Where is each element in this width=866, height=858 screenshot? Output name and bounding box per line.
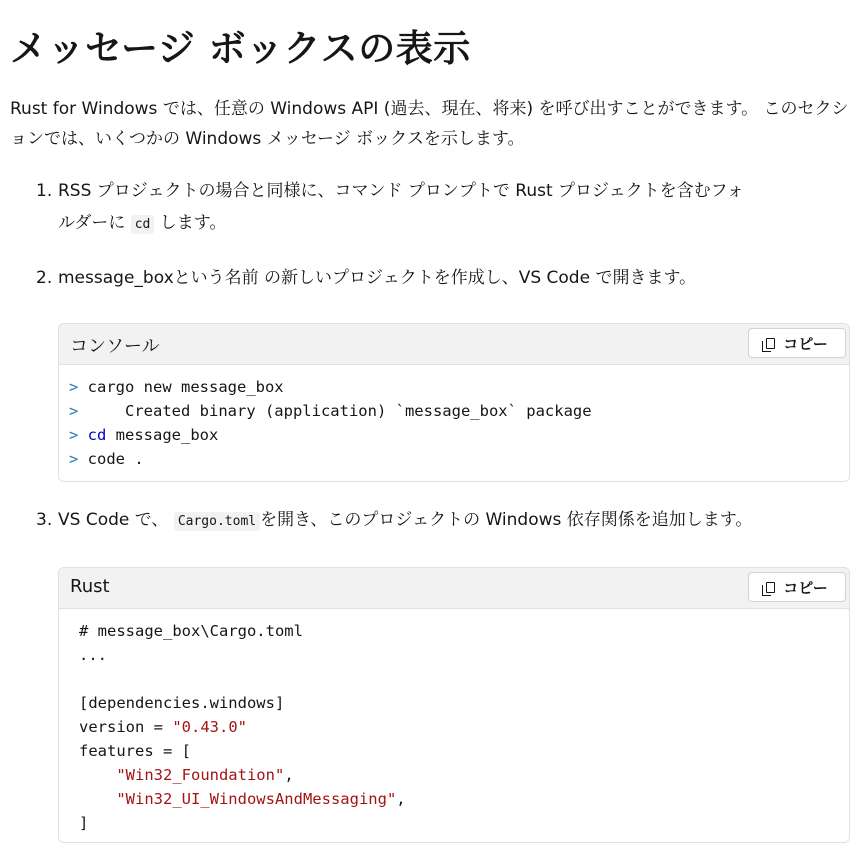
step-1-line-2	[58, 207, 853, 241]
rust-line	[79, 811, 829, 835]
rust-code-text: ]	[79, 814, 89, 832]
rust-string-literal: "Win32_UI_WindowsAndMessaging"	[116, 790, 397, 808]
rust-string-literal: "0.43.0"	[172, 718, 247, 736]
console-line	[69, 375, 839, 399]
rust-code-punct: ,	[284, 766, 294, 784]
rust-code	[59, 609, 849, 843]
step-3-suffix: を開き、このプロジェクトの Windows 依存関係を追加します。	[260, 510, 753, 530]
rust-code-text: version =	[79, 718, 173, 736]
step-3-number: 3.	[36, 510, 53, 530]
step-2-number: 2.	[36, 268, 53, 288]
rust-code-punct: ,	[396, 790, 406, 808]
rust-line	[79, 715, 829, 739]
cargo-toml-inline-code: Cargo.toml	[174, 512, 260, 531]
step-1-text	[58, 175, 853, 241]
console-text: Created binary (application) `message_box` package	[78, 402, 592, 420]
rust-copy-button[interactable]	[748, 572, 846, 602]
rust-line	[79, 667, 829, 691]
step-1-line-1: RSS プロジェクトの場合と同様に、コマンド プロンプトで Rust プロジェクトを含むフォ	[58, 181, 744, 201]
console-line	[69, 447, 839, 471]
rust-code-header	[59, 568, 849, 609]
rust-code-text: [dependencies.windows]	[79, 694, 285, 712]
console-keyword: cd	[78, 426, 107, 444]
console-code-block	[58, 323, 850, 482]
rust-code-text: # message_box\Cargo.toml	[79, 622, 303, 640]
rust-code-block	[58, 567, 850, 843]
page-title: メッセージ ボックスの表示	[10, 27, 471, 70]
console-text: message_box	[106, 426, 219, 444]
rust-line	[79, 643, 829, 667]
rust-language-label: Rust	[70, 576, 110, 597]
console-line	[69, 399, 839, 423]
intro-paragraph: Rust for Windows では、任意の Windows API (過去、現在、将来) を呼び出すことができます。 このセクションでは、いくつかの Windows メッセージ ボックスを示します。	[10, 99, 849, 149]
step-3-text	[58, 504, 858, 538]
cd-inline-code: cd	[131, 215, 155, 234]
rust-code-text	[79, 790, 116, 808]
console-copy-button[interactable]	[748, 328, 846, 358]
rust-code-text: features = [	[79, 742, 191, 760]
console-prompt: >	[69, 450, 79, 468]
rust-line	[79, 763, 829, 787]
step-1-suffix: します。	[159, 213, 227, 233]
console-prompt: >	[69, 426, 79, 444]
step-1-number: 1.	[36, 181, 53, 201]
rust-line	[79, 739, 829, 763]
console-code	[59, 365, 849, 479]
console-copy-label: コピー	[783, 335, 828, 353]
step-3-prefix: VS Code で、	[58, 510, 169, 530]
console-text: cargo new message_box	[78, 378, 284, 396]
copy-icon	[766, 582, 775, 593]
rust-line	[79, 619, 829, 643]
console-prompt: >	[69, 402, 79, 420]
rust-line	[79, 787, 829, 811]
console-language-label: コンソール	[70, 336, 160, 357]
rust-code-text	[79, 766, 116, 784]
step-1-prefix: ルダーに	[58, 213, 126, 233]
console-prompt: >	[69, 378, 79, 396]
copy-icon	[766, 338, 775, 349]
console-text: code .	[78, 450, 144, 468]
step-2-text: message_boxという名前 の新しいプロジェクトを作成し、VS Code で開きます。	[58, 268, 697, 288]
rust-copy-label: コピー	[783, 579, 828, 597]
rust-code-text: ...	[79, 646, 107, 664]
rust-line	[79, 691, 829, 715]
console-code-header	[59, 324, 849, 365]
rust-string-literal: "Win32_Foundation"	[116, 766, 285, 784]
console-line	[69, 423, 839, 447]
